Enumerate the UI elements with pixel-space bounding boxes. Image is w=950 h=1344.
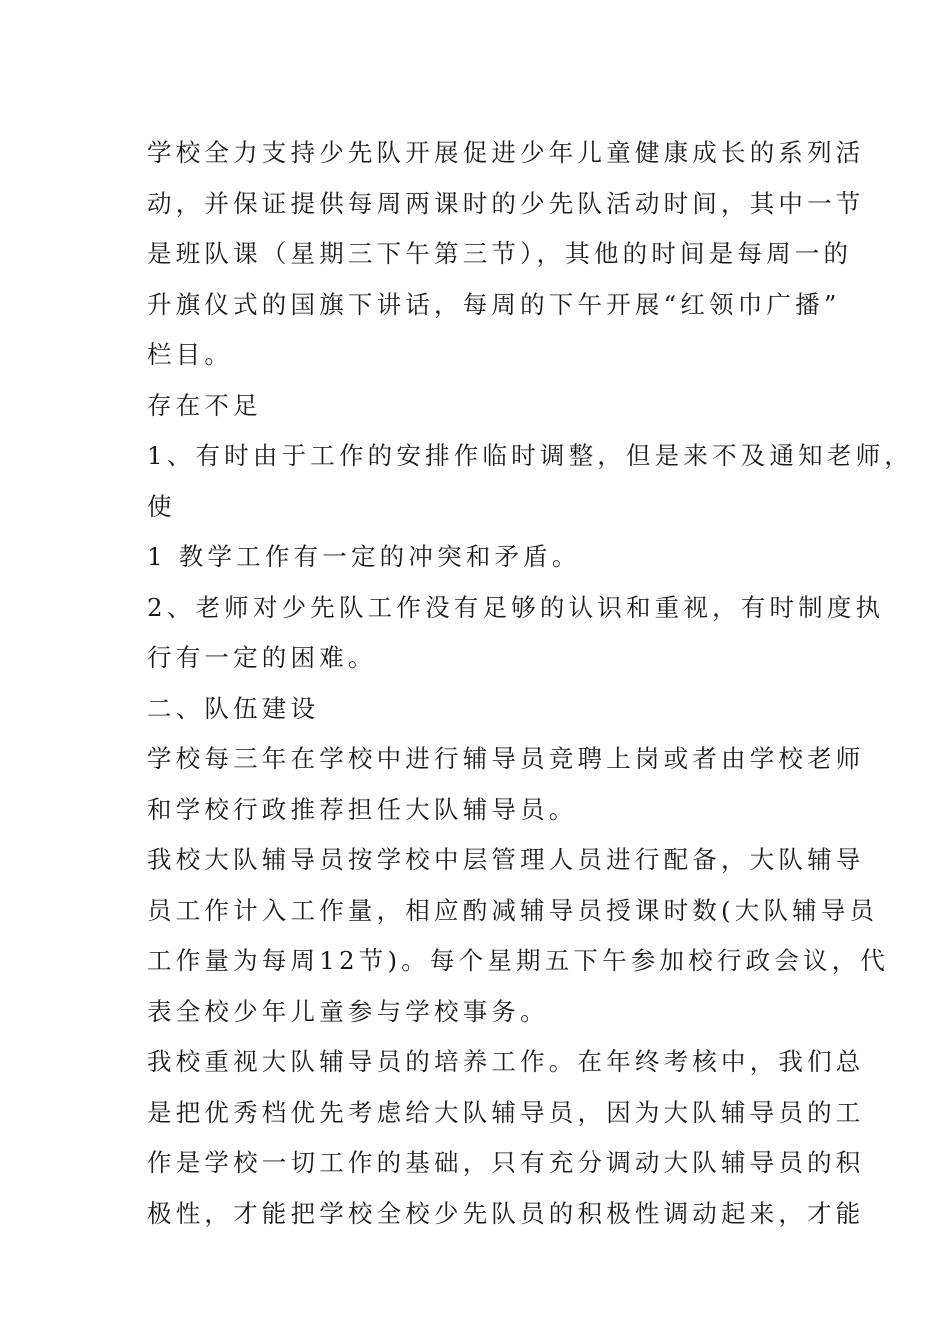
text-line: 员工作计入工作量，相应酌减辅导员授课时数(大队辅导员 (147, 895, 879, 925)
section-heading-shortcomings: 存在不足 (147, 390, 262, 420)
text-line: 是把优秀档优先考虑给大队辅导员，因为大队辅导员的工 (147, 1097, 865, 1127)
text-line: 动，并保证提供每周两课时的少先队活动时间，其中一节 (147, 188, 865, 218)
text-line: 表全校少年儿童参与学校事务。 (147, 996, 549, 1026)
document-body (147, 128, 913, 1239)
text-line: 学校每三年在学校中进行辅导员竞聘上岗或者由学校老师 (147, 744, 865, 773)
text-line: 工作量为每周12节)。每个星期五下午参加校行政会议，代 (147, 946, 890, 975)
text-line: 使 (147, 491, 176, 521)
text-line: 和学校行政推荐担任大队辅导员。 (147, 794, 578, 824)
text-line: 作是学校一切工作的基础，只有充分调动大队辅导员的积 (147, 1148, 865, 1177)
text-line: 是班队课（星期三下午第三节），其他的时间是每周一的 (147, 239, 853, 268)
text-line: 行有一定的困难。 (147, 643, 377, 672)
text-line: 学校全力支持少先队开展促进少年儿童健康成长的系列活 (147, 138, 865, 167)
text-line: 我校大队辅导员按学校中层管理人员进行配备，大队辅导 (147, 845, 865, 874)
text-line: 我校重视大队辅导员的培养工作。在年终考核中，我们总 (147, 1047, 865, 1076)
text-line: 栏目。 (147, 340, 234, 369)
text-line: 极性，才能把学校全校少先队员的积极性调动起来，才能 (147, 1198, 865, 1228)
text-line: 2、老师对少先队工作没有足够的认识和重视，有时制度执 (147, 592, 885, 622)
section-heading-team-building: 二、队伍建设 (147, 693, 320, 723)
text-line: 升旗仪式的国旗下讲话，每周的下午开展“红领巾广播” (147, 289, 841, 319)
text-line: 1 教学工作有一定的冲突和矛盾。 (147, 542, 581, 571)
text-line: 1、有时由于工作的安排作临时调整，但是来不及通知老师， (147, 441, 913, 470)
